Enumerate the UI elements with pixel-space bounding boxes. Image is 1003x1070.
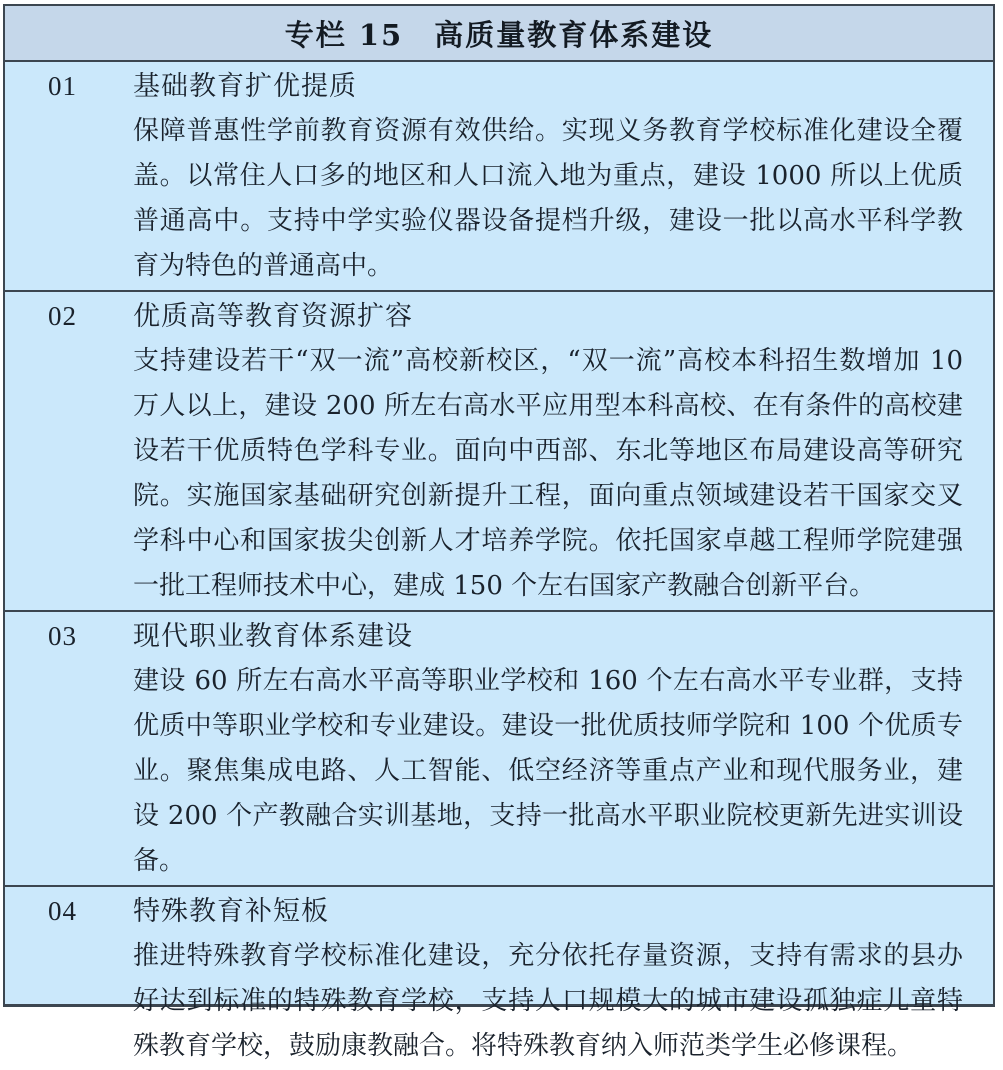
section-number: 01 (48, 71, 77, 101)
column-box-panel (3, 4, 995, 1061)
section-title: 特殊教育补短板 (133, 896, 329, 927)
section-body-text: 支持建设若干“双一流”高校新校区，“双一流”高校本科招生数增加 10 万人以上，建设 200 所左右高水平应用型本科高校、在有条件的高校建设若干优质特色学科专业。面向中西部、东北等地区布局建设高等研究院。实施国家基础研究创新提升工程，面向重点领域建设若干国家交叉学科中心和国家拔尖创新人才培养学院。依托国家卓越工程师学院建强一批工程师技术中心，建成 150 个左右国家产教融合创新平台。 (133, 346, 963, 601)
section-higher-education (5, 290, 993, 610)
panel-title: 专栏 15 高质量教育体系建设 (284, 17, 714, 52)
section-body-text: 建设 60 所左右高水平高等职业学校和 160 个左右高水平专业群，支持优质中等职业学校和专业建设。建设一批优质技师学院和 100 个优质专业。聚焦集成电路、人工智能、低空经济等重点产业和现代服务业，建设 200 个产教融合实训基地，支持一批高水平职业院校更新先进实训设备。 (133, 666, 963, 876)
panel-header (5, 6, 993, 62)
section-title: 基础教育扩优提质 (133, 71, 357, 102)
section-title: 现代职业教育体系建设 (133, 621, 413, 652)
section-number: 03 (48, 621, 77, 651)
section-number: 02 (48, 301, 77, 331)
section-body-text: 保障普惠性学前教育资源有效供给。实现义务教育学校标准化建设全覆盖。以常住人口多的地区和人口流入地为重点，建设 1000 所以上优质普通高中。支持中学实验仪器设备提档升级，建设一批以高水平科学教育为特色的普通高中。 (133, 116, 963, 281)
section-heading (5, 614, 993, 659)
section-title: 优质高等教育资源扩容 (133, 301, 413, 332)
section-vocational-education (5, 610, 993, 885)
section-heading (5, 294, 993, 339)
section-heading (5, 64, 993, 109)
section-heading (5, 889, 993, 934)
section-number: 04 (48, 896, 77, 926)
section-special-education (5, 885, 993, 1070)
section-basic-education (5, 62, 993, 290)
section-body-text: 推进特殊教育学校标准化建设，充分依托存量资源，支持有需求的县办好达到标准的特殊教育学校，支持人口规模大的城市建设孤独症儿童特殊教育学校，鼓励康教融合。将特殊教育纳入师范类学生必修课程。 (133, 941, 963, 1061)
